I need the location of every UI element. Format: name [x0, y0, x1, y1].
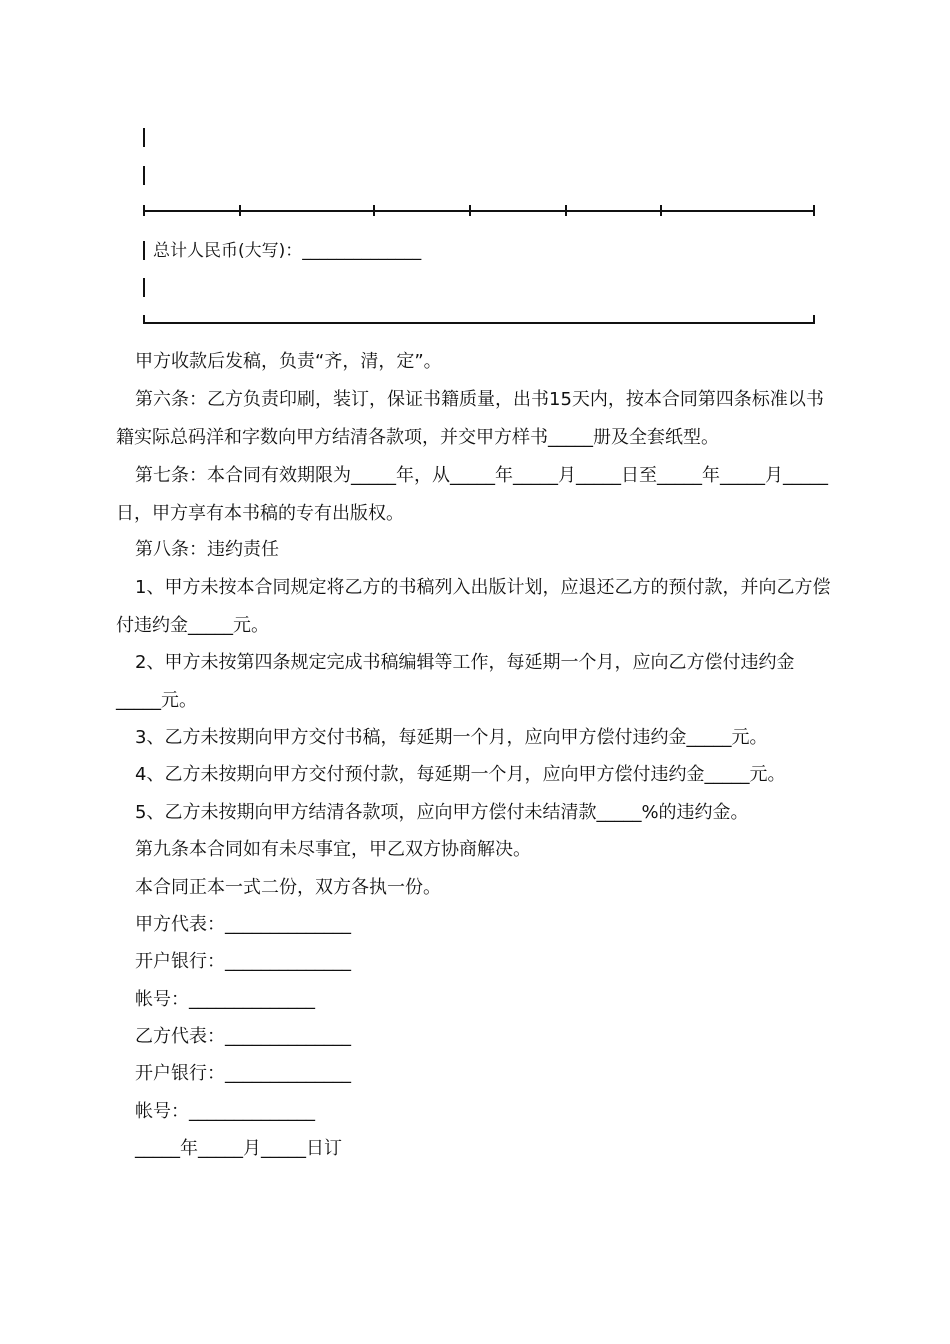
party-a-rep-label: 甲方代表： — [135, 914, 225, 935]
total-label: 总计人民币(大写)： — [153, 241, 303, 261]
table-column-tick — [813, 205, 815, 216]
paragraph-article-8: 第八条：违约责任 — [135, 539, 279, 560]
table-column-tick — [469, 205, 471, 216]
paragraph-breach-2: 2、甲方未按第四条规定完成书稿编辑等工作，每延期一个月，应向乙方偿付违约金_____元。 — [116, 652, 795, 711]
paragraph-copies: 本合同正本一式二份，双方各执一份。 — [135, 877, 441, 898]
party-a-bank-line — [116, 943, 836, 981]
paragraph-article-9: 第九条本合同如有未尽事宜，甲乙双方协商解决。 — [135, 839, 531, 860]
table-bottom-border — [143, 322, 815, 324]
party-b-rep-label: 乙方代表： — [135, 1026, 225, 1047]
paragraph-payment: 甲方收款后发稿，负责“齐，清，定”。 — [135, 351, 442, 372]
table-row-divider — [143, 210, 815, 212]
paragraph-breach-3: 3、乙方未按期向甲方交付书稿，每延期一个月，应向甲方偿付违约金_____元。 — [135, 727, 768, 748]
party-a-bank-label: 开户银行： — [135, 951, 225, 972]
party-b-account-line — [116, 1093, 836, 1131]
party-a-rep-line — [116, 906, 836, 944]
table-left-border — [143, 128, 145, 147]
table-column-tick — [373, 205, 375, 216]
party-b-bank-line — [116, 1055, 836, 1093]
table-column-tick — [565, 205, 567, 216]
party-a-account-blank: ______________ — [189, 989, 315, 1010]
party-b-bank-blank: ______________ — [225, 1063, 351, 1084]
table-column-tick — [239, 205, 241, 216]
paragraph-breach-4: 4、乙方未按期向甲方交付预付款，每延期一个月，应向甲方偿付违约金_____元。 — [135, 764, 786, 785]
paragraph-article-6: 第六条：乙方负责印刷，装订，保证书籍质量，出书15天内，按本合同第四条标准以书籍实际总码洋和字数向甲方结清各款项，并交甲方样书_____册及全套纸型。 — [116, 389, 824, 448]
party-b-account-blank: ______________ — [189, 1101, 315, 1122]
party-b-account-label: 帐号： — [135, 1101, 189, 1122]
table-column-tick — [143, 205, 145, 216]
table-left-border — [143, 241, 145, 260]
table-total-row — [153, 239, 421, 263]
party-b-rep-line — [116, 1018, 836, 1056]
paragraph-breach-5: 5、乙方未按期向甲方结清各款项，应向甲方偿付未结清款_____%的违约金。 — [135, 802, 749, 823]
table-bottom-left-corner — [143, 315, 145, 323]
paragraph-article-7: 第七条：本合同有效期限为_____年，从_____年_____月_____日至_____年_____月_____日，甲方享有本书稿的专有出版权。 — [116, 465, 828, 524]
party-b-bank-label: 开户银行： — [135, 1063, 225, 1084]
table-left-border — [143, 166, 145, 185]
paragraph-breach-1: 1、甲方未按本合同规定将乙方的书稿列入出版计划，应退还乙方的预付款，并向乙方偿付违约金_____元。 — [116, 577, 831, 636]
table-column-tick — [660, 205, 662, 216]
signing-date-line: _____年_____月_____日订 — [135, 1138, 342, 1159]
party-a-bank-blank: ______________ — [225, 951, 351, 972]
total-blank: ______________ — [302, 241, 422, 261]
party-a-account-line — [116, 981, 836, 1019]
party-a-rep-blank: ______________ — [225, 914, 351, 935]
table-left-border — [143, 278, 145, 297]
table-bottom-right-corner — [813, 315, 815, 323]
party-b-rep-blank: ______________ — [225, 1026, 351, 1047]
party-a-account-label: 帐号： — [135, 989, 189, 1010]
